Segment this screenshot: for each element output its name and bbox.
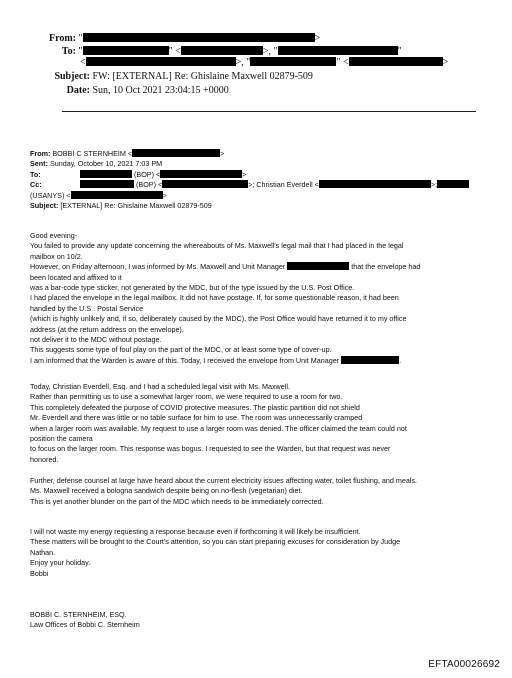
redaction-bar	[80, 180, 134, 188]
redaction-bar	[83, 33, 315, 42]
outer-date-row	[40, 85, 229, 96]
outer-subject-value: FW: [EXTERNAL] Re: Ghislaine Maxwell 02879-509	[92, 71, 313, 82]
redaction-bar	[341, 356, 399, 364]
body-paragraph-4: I will not waste my energy requesting a response because even if forthcoming it will likely be insufficient. These matters will be brought to the Court's attention, so you can start preparing excuses for consideration by Judge Nathan. Enjoy your holiday. Bobbi	[30, 527, 401, 578]
body-paragraph-2: Today, Christian Everdell, Esq. and I had a scheduled legal visit with Ms. Maxwell. Rather than permitting us to use a somewhat larger room, we were required to use a room for two. This completely defeated the purpose of COVID protective measures. The plastic partition did not shield Mr. Everdell and there was little or no table surface for him to use. The room was unnecessarily cramped when a larger room was available. My request to use a larger room was denied. The officer claimed the team could not position the camera to focus on the larger room. This response was bogus. I requested to see the Warden, but that request was never honored.	[30, 382, 407, 464]
redaction-bar	[349, 57, 443, 66]
document-id: EFTA00026692	[428, 659, 500, 670]
body-paragraph-3: Further, defense counsel at large have heard about the current electricity issues affecting water, toilet flushing, and meals. Ms. Maxwell received a bologna sandwich despite being on no-flesh (vegetarian) diet. This is yet another blunder on the part of the MDC which needs to be immediately corrected.	[30, 476, 418, 506]
outer-from-row: From: " >	[40, 33, 320, 44]
outer-date-label: Date:	[66, 85, 90, 96]
body-paragraph-1: Good evening- You failed to provide any update concerning the whereabouts of Ms. Maxwell's legal mail that I had placed in the legal mailbox on 10/2. However, on Friday afternoon, I was informed by Ms. Maxwell and Unit Manager that the envelope had been located and affixed to it was a bar-code type sticker, not generated by the MDC, but of the type issued by the U.S. Post Office. I had placed the envelope in the legal mailbox. It did not have postage. If, for some questionable reason, it had been handled by the U.S . Postal Service (which is highly unlikely and, if so, deliberately caused by the MDC), the Post Office would have returned it to my office address (at the return address on the envelope), not deliver it to the MDC without postage. This suggests some type of foul play on the part of the MDC, or at least some type of cover-up. I am informed that the Warden is aware of this. Today, I received the envelope from Unit Manager .	[30, 231, 421, 365]
outer-to-row-2: < >, " " < >	[80, 57, 449, 68]
redaction-bar	[160, 170, 242, 178]
outer-date-value: Sun, 10 Oct 2021 23:04:15 +0000	[92, 85, 229, 96]
redaction-bar	[278, 46, 398, 55]
redaction-bar	[287, 262, 349, 270]
signature-name: BOBBI C. STERNHEIM, ESQ.	[30, 610, 127, 619]
outer-subject-row	[40, 71, 313, 82]
redaction-bar	[181, 46, 263, 55]
signature-block	[30, 610, 500, 631]
redaction-bar	[83, 46, 169, 55]
outer-from-label: From:	[48, 33, 76, 44]
outer-to-row: To: " " < >, " "	[40, 46, 402, 57]
redaction-bar	[86, 57, 236, 66]
outer-subject-label: Subject:	[54, 71, 90, 82]
redaction-bar	[437, 180, 469, 188]
redaction-bar	[319, 180, 431, 188]
redaction-bar	[80, 170, 132, 178]
header-divider	[62, 111, 476, 112]
redaction-bar	[250, 57, 336, 66]
outer-to-label: To:	[61, 46, 76, 57]
outer-from-value: "	[78, 33, 83, 44]
redaction-bar	[71, 191, 163, 199]
redaction-bar	[162, 180, 248, 188]
inner-header: From: BOBBI C STERNHEIM < > Sent: Sunday, October 10, 2021 7:03 PM To: (BOP) < > Cc: (BOP) < >; Christian Everdell < >; (USANYS) < > Subject: [EXTERNAL] Re: Ghislaine Maxwell 02879-509	[30, 149, 500, 211]
redaction-bar	[132, 149, 220, 157]
signature-firm: Law Offices of Bobbi C. Sternheim	[30, 620, 140, 630]
